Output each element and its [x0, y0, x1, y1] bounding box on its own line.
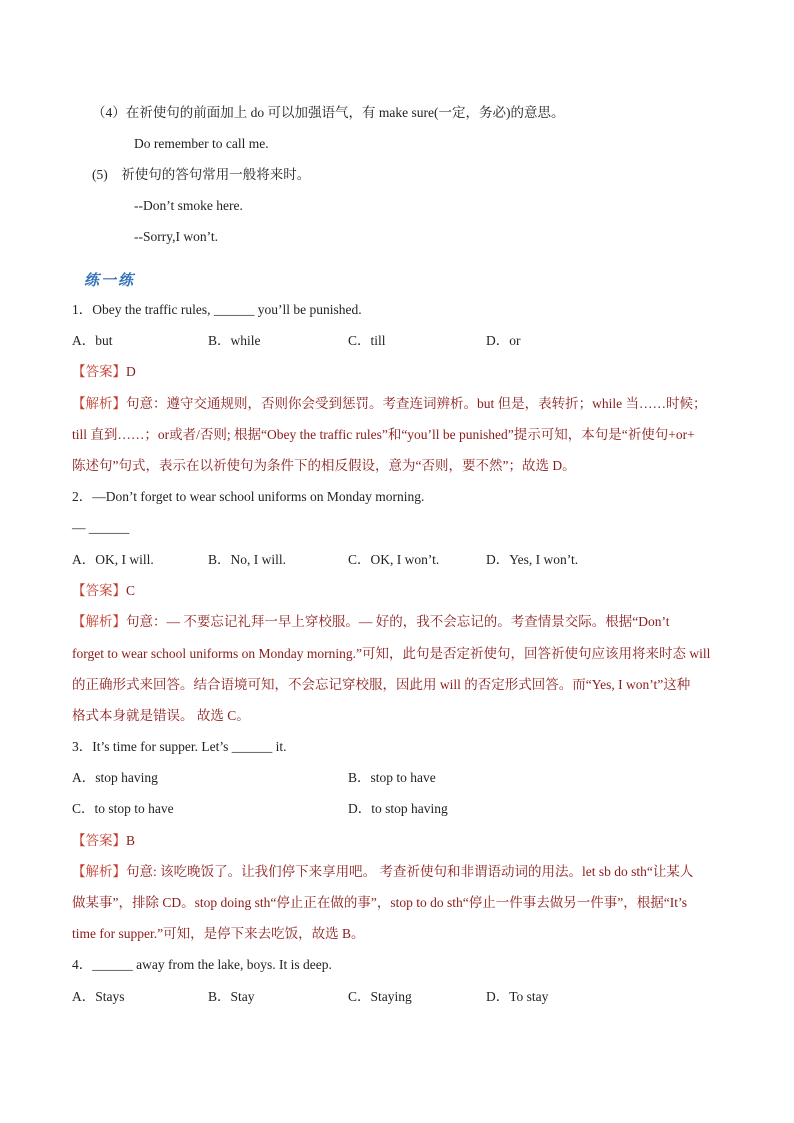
question-4-option-c[interactable]: C．Staying [348, 989, 412, 1004]
analysis-text: 句意：— 不要忘记礼拜一早上穿校服。— 好的，我不会忘记的。考查情景交际。根据“Don’t [126, 614, 670, 629]
question-2-option-c[interactable]: C．OK, I won’t. [348, 552, 440, 567]
question-1-analysis-line-3: 陈述句”句式，表示在以祈使句为条件下的相反假设，意为“否则，要不然”；故选 D。 [72, 458, 576, 473]
question-1-answer [72, 363, 136, 381]
question-2-response-blank: — ______ [72, 520, 130, 535]
question-2-option-a[interactable]: A．OK, I will. [72, 552, 154, 567]
note-5-example-1: --Don’t smoke here. [134, 198, 243, 213]
analysis-text: 句意: 该吃晚饭了。让我们停下来享用吧。 考查祈使句和非谓语动词的用法。let sb do sth“让某人 [126, 864, 694, 879]
note-4-example: Do remember to call me. [134, 136, 269, 151]
answer-value: D [126, 364, 136, 379]
question-3-option-a[interactable]: A．stop having [72, 770, 158, 785]
section-title: 练一练 [84, 271, 136, 289]
question-1-option-c[interactable]: C．till [348, 333, 386, 348]
question-2-analysis-line-2: forget to wear school uniforms on Monday morning.”可知，此句是否定祈使句，回答祈使句应该用将来时态 will [72, 646, 711, 661]
question-3-stem: 3．It’s time for supper. Let’s ______ it. [72, 739, 287, 754]
note-4 [92, 104, 564, 122]
analysis-tag: 【解析】 [72, 396, 126, 411]
answer-tag: 【答案】 [72, 364, 126, 379]
question-3-analysis-line-2: 做某事”，排除 CD。stop doing sth“停止正在做的事”，stop to do sth“停止一件事去做另一件事”，根据“It’s [72, 895, 687, 910]
question-4-option-d[interactable]: D．To stay [486, 989, 549, 1004]
question-3-option-b[interactable]: B．stop to have [348, 770, 436, 785]
note-5-example-2: --Sorry,I won’t. [134, 229, 218, 244]
question-3-analysis-line-3: time for supper.”可知，是停下来去吃饭，故选 B。 [72, 926, 365, 941]
question-1-stem: 1．Obey the traffic rules, ______ you’ll be punished. [72, 302, 362, 317]
question-3-answer [72, 832, 135, 850]
question-1-option-b[interactable]: B．while [208, 333, 261, 348]
question-4-option-a[interactable]: A．Stays [72, 989, 125, 1004]
answer-tag: 【答案】 [72, 833, 126, 848]
analysis-tag: 【解析】 [72, 864, 126, 879]
analysis-tag: 【解析】 [72, 614, 126, 629]
note-5-label: (5) [92, 167, 108, 182]
question-2-option-d[interactable]: D．Yes, I won’t. [486, 552, 579, 567]
question-1-option-a[interactable]: A．but [72, 333, 113, 348]
analysis-text: 句意：遵守交通规则，否则你会受到惩罚。考查连词辨析。but 但是，表转折；while 当……时候； [126, 396, 707, 411]
note-5-text: 祈使句的答句常用一般将来时。 [121, 167, 311, 182]
question-1-analysis-line-1 [72, 395, 707, 413]
question-2-option-b[interactable]: B．No, I will. [208, 552, 287, 567]
question-2-analysis-line-1 [72, 613, 670, 631]
question-3-analysis-line-1 [72, 863, 693, 881]
answer-tag: 【答案】 [72, 583, 126, 598]
answer-value: B [126, 833, 136, 848]
question-3-option-d[interactable]: D．to stop having [348, 801, 448, 816]
note-5 [92, 166, 310, 184]
question-2-answer [72, 582, 135, 600]
question-1-option-d[interactable]: D．or [486, 333, 521, 348]
question-1-analysis-line-2: till 直到……；or或者/否则; 根据“Obey the traffic rules”和“you’ll be punished”提示可知，本句是“祈使句+or+ [72, 427, 695, 442]
question-2-analysis-line-3: 的正确形式来回答。结合语境可知，不会忘记穿校服，因此用 will 的否定形式回答。而“Yes, I won’t”这种 [72, 677, 691, 692]
question-2-analysis-line-4: 格式本身就是错误。 故选 C。 [72, 708, 250, 723]
answer-value: C [126, 583, 136, 598]
note-4-label: （4） [92, 105, 126, 120]
note-4-text: 在祈使句的前面加上 do 可以加强语气，有 make sure(一定，务必)的意思。 [125, 105, 565, 120]
question-4-stem: 4．______ away from the lake, boys. It is deep. [72, 957, 332, 972]
question-3-option-c[interactable]: C．to stop to have [72, 801, 174, 816]
question-4-option-b[interactable]: B．Stay [208, 989, 255, 1004]
question-2-stem: 2．—Don’t forget to wear school uniforms on Monday morning. [72, 489, 425, 504]
